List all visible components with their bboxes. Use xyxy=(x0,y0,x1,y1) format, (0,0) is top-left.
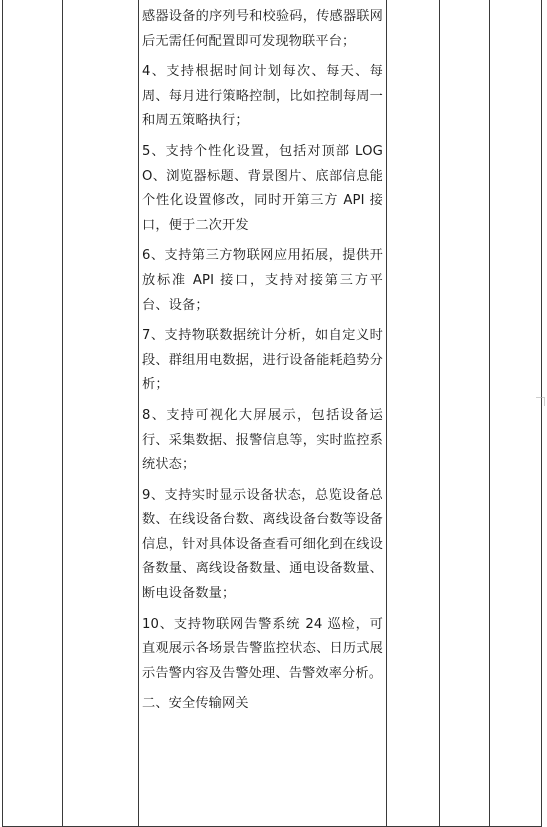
requirement-item: 6、支持第三方物联网应用拓展，提供开放标准 API 接口，支持对接第三方平台、设备； xyxy=(142,248,383,313)
table-column-divider xyxy=(439,0,440,827)
requirement-item: 5、支持个性化设置，包括对顶部 LOGO、浏览器标题、背景图片、底部信息能个性化设置修改，同时开第三方 API 接口，便于二次开发 xyxy=(142,143,383,233)
requirement-item: 9、支持实时显示设备状态，总览设备总数、在线设备台数、离线设备台数等设备信息，针对具体设备查看可细化到在线设备数量、离线设备数量、通电设备数量、断电设备数量； xyxy=(142,487,383,602)
table-column-divider xyxy=(138,0,139,827)
requirement-description-cell xyxy=(142,5,383,717)
table-column-divider xyxy=(489,0,490,827)
requirement-item: 4、支持根据时间计划每次、每天、每周、每月进行策略控制，比如控制每周一和周五策略执行； xyxy=(142,64,383,129)
requirement-item: 7、支持物联数据统计分析，如自定义时段、群组用电数据，进行设备能耗趋势分析； xyxy=(142,328,383,393)
requirement-item: 8、支持可视化大屏展示，包括设备运行、采集数据、报警信息等，实时监控系统状态； xyxy=(142,407,383,473)
page-edge-marker xyxy=(536,397,545,406)
table-column-divider xyxy=(386,0,387,827)
table-column-divider xyxy=(62,0,63,827)
section-heading: 二、安全传输网关 xyxy=(142,696,249,712)
requirement-item: 感器设备的序列号和校验码，传感器联网后无需任何配置即可发现物联平台； xyxy=(142,9,383,49)
table-border-right xyxy=(541,0,542,827)
table-border-left xyxy=(2,0,3,827)
requirement-item: 10、支持物联网告警系统 24 巡检，可直观展示各场景告警监控状态、日历式展示告警内容及告警处理、告警效率分析。 xyxy=(142,616,383,681)
